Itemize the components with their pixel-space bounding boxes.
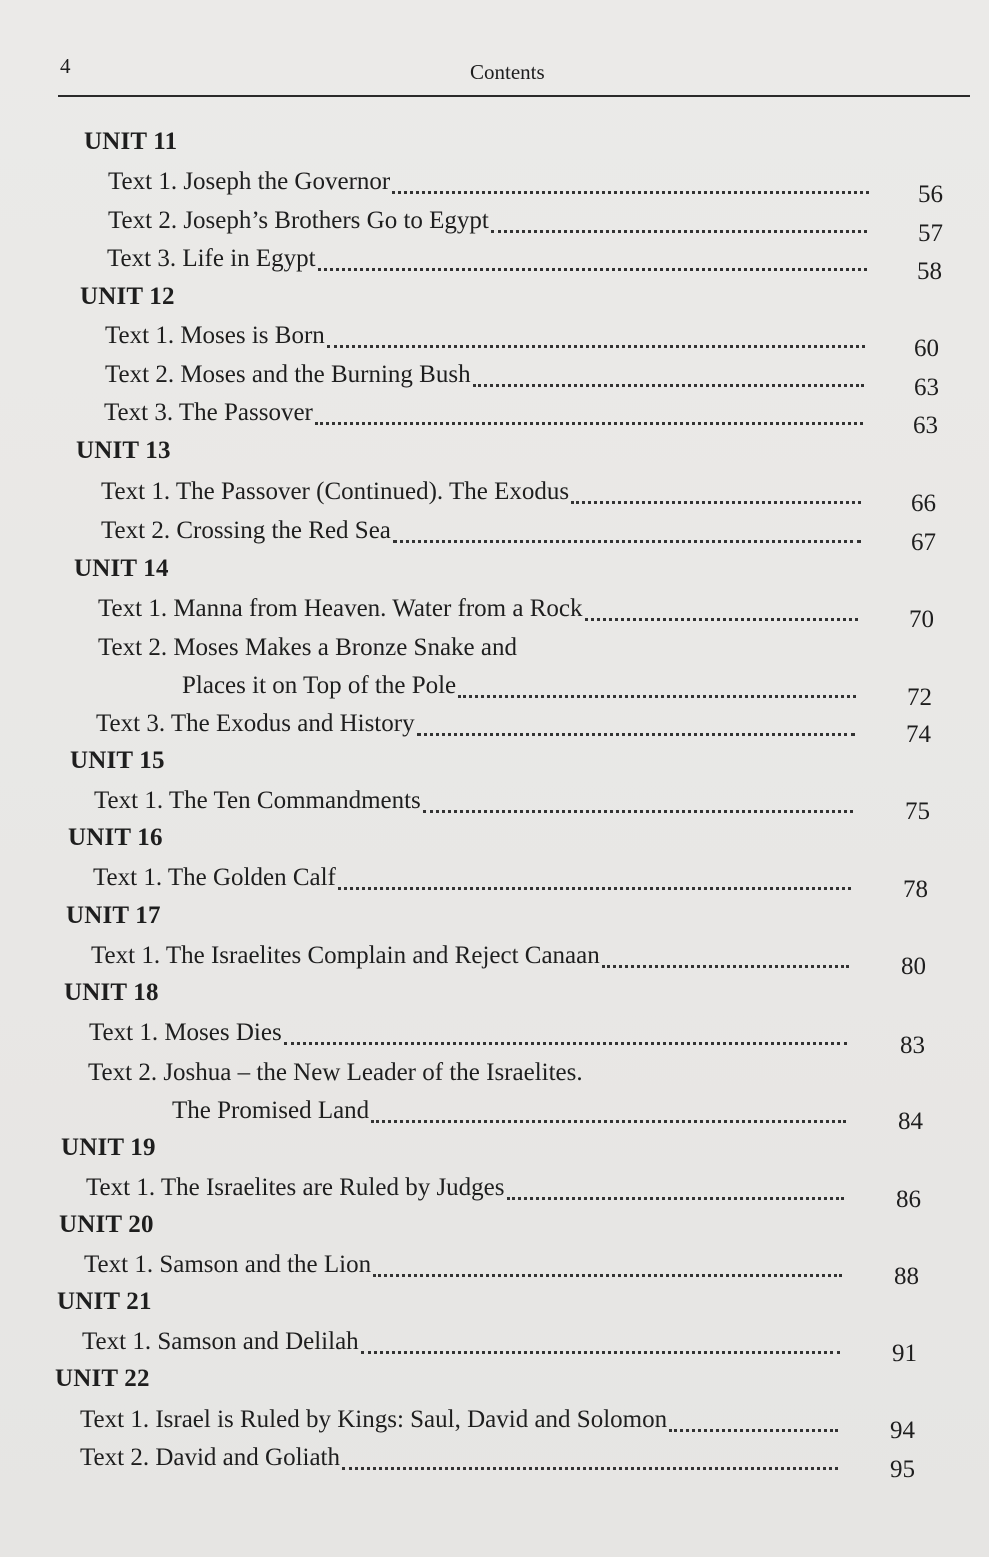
entry-title: Text 2. Crossing the Red Sea [101, 517, 391, 544]
entry-page-number: 80 [901, 953, 926, 980]
entry-title-continued: Places it on Top of the Pole [182, 672, 457, 699]
dot-leader [417, 733, 855, 736]
entry-page-number: 56 [918, 181, 943, 208]
toc-entry[interactable] [94, 787, 859, 821]
toc-entry[interactable] [108, 207, 873, 241]
entry-page-number: 84 [898, 1108, 923, 1135]
entry-page-number: 67 [911, 529, 936, 556]
unit-heading: UNIT 19 [61, 1134, 156, 1161]
entry-title: Text 1. Israel is Ruled by Kings: Saul, David and Solomon [80, 1406, 668, 1433]
dot-leader [423, 810, 853, 813]
toc-entry[interactable] [80, 1406, 844, 1440]
dot-leader [318, 268, 867, 271]
entry-title-continued: The Promised Land [172, 1097, 370, 1124]
entry-page-number: 58 [917, 258, 942, 285]
toc-entry[interactable] [104, 399, 869, 433]
entry-title: Text 1. The Golden Calf [93, 864, 336, 891]
entry-title: Text 2. Joseph’s Brothers Go to Egypt [108, 207, 489, 234]
toc-entry[interactable] [107, 245, 873, 279]
entry-page-number: 72 [907, 684, 932, 711]
toc-entry[interactable] [105, 322, 871, 356]
unit-heading: UNIT 21 [57, 1288, 152, 1315]
running-title: Contents [470, 60, 545, 84]
unit-heading: UNIT 22 [55, 1365, 150, 1392]
entry-page-number: 83 [900, 1032, 925, 1059]
entry-title: Text 2. Moses Makes a Bronze Snake and [98, 634, 517, 661]
entry-title: Text 1. The Israelites are Ruled by Judges [86, 1174, 505, 1201]
dot-leader [491, 230, 867, 233]
entry-title: Text 2. Moses and the Burning Bush [105, 361, 471, 388]
dot-leader [507, 1197, 844, 1200]
toc-entry[interactable] [89, 1019, 853, 1053]
entry-title: Text 3. The Exodus and History [96, 710, 415, 737]
toc-entry[interactable] [93, 864, 857, 898]
entry-page-number: 91 [892, 1340, 917, 1367]
toc-entry[interactable] [96, 710, 861, 744]
dot-leader [361, 1351, 840, 1354]
dot-leader [315, 422, 863, 425]
entry-page-number: 70 [909, 606, 934, 633]
entry-title: Text 1. Samson and Delilah [82, 1328, 359, 1355]
unit-heading: UNIT 18 [64, 979, 159, 1006]
entry-title: Text 1. The Israelites Complain and Reject Canaan [91, 942, 600, 969]
unit-heading: UNIT 11 [84, 128, 178, 155]
toc-entry[interactable] [108, 168, 875, 202]
unit-heading: UNIT 17 [66, 902, 161, 929]
dot-leader [473, 384, 864, 387]
dot-leader [342, 1467, 838, 1470]
dot-leader [602, 965, 849, 968]
entry-title: Text 3. Life in Egypt [107, 245, 316, 272]
dot-leader [392, 191, 869, 194]
entry-page-number: 95 [890, 1456, 915, 1483]
entry-page-number: 57 [918, 220, 943, 247]
entry-page-number: 75 [905, 798, 930, 825]
toc-entry[interactable] [82, 1328, 846, 1362]
toc-entry[interactable] [105, 361, 870, 395]
dot-leader [585, 618, 859, 621]
dot-leader [284, 1042, 847, 1045]
toc-entry[interactable] [101, 478, 867, 512]
toc-entry[interactable] [91, 942, 855, 976]
entry-page-number: 63 [913, 412, 938, 439]
unit-heading: UNIT 12 [80, 283, 175, 310]
page-number: 4 [60, 54, 71, 78]
entry-title: Text 1. Moses Dies [89, 1019, 282, 1046]
dot-leader [338, 887, 851, 890]
toc-entry[interactable] [86, 1174, 850, 1208]
entry-page-number: 86 [896, 1186, 921, 1213]
dot-leader [373, 1274, 842, 1277]
toc-entry[interactable] [182, 672, 862, 706]
unit-heading: UNIT 15 [70, 747, 165, 774]
unit-heading: UNIT 20 [59, 1211, 154, 1238]
dot-leader [571, 501, 861, 504]
entry-page-number: 74 [906, 721, 931, 748]
entry-title: Text 1. Moses is Born [105, 322, 325, 349]
dot-leader [669, 1429, 838, 1432]
entry-title: Text 2. Joshua – the New Leader of the Israelites. [88, 1059, 583, 1086]
toc-entry[interactable] [84, 1251, 848, 1285]
dot-leader [371, 1120, 846, 1123]
entry-title: Text 2. David and Goliath [80, 1444, 340, 1471]
entry-page-number: 88 [894, 1263, 919, 1290]
toc-entry[interactable] [80, 1444, 844, 1478]
entry-page-number: 94 [890, 1417, 915, 1444]
entry-title: Text 1. Manna from Heaven. Water from a Rock [98, 595, 583, 622]
entry-title: Text 1. Samson and the Lion [84, 1251, 372, 1278]
entry-title: Text 1. The Ten Commandments [94, 787, 421, 814]
toc-entry[interactable] [172, 1097, 852, 1131]
unit-heading: UNIT 16 [68, 824, 163, 851]
dot-leader [458, 695, 856, 698]
unit-heading: UNIT 13 [76, 437, 171, 464]
entry-page-number: 63 [914, 374, 939, 401]
toc-entry[interactable] [101, 517, 867, 551]
entry-title: Text 3. The Passover [104, 399, 313, 426]
entry-page-number: 66 [911, 490, 936, 517]
entry-title: Text 1. The Passover (Continued). The Exodus [101, 478, 570, 505]
entry-page-number: 78 [903, 876, 928, 903]
unit-heading: UNIT 14 [74, 555, 169, 582]
entry-page-number: 60 [914, 335, 939, 362]
toc-entry[interactable] [98, 595, 864, 629]
dot-leader [393, 540, 861, 543]
dot-leader [327, 345, 865, 348]
entry-title: Text 1. Joseph the Governor [108, 168, 391, 195]
